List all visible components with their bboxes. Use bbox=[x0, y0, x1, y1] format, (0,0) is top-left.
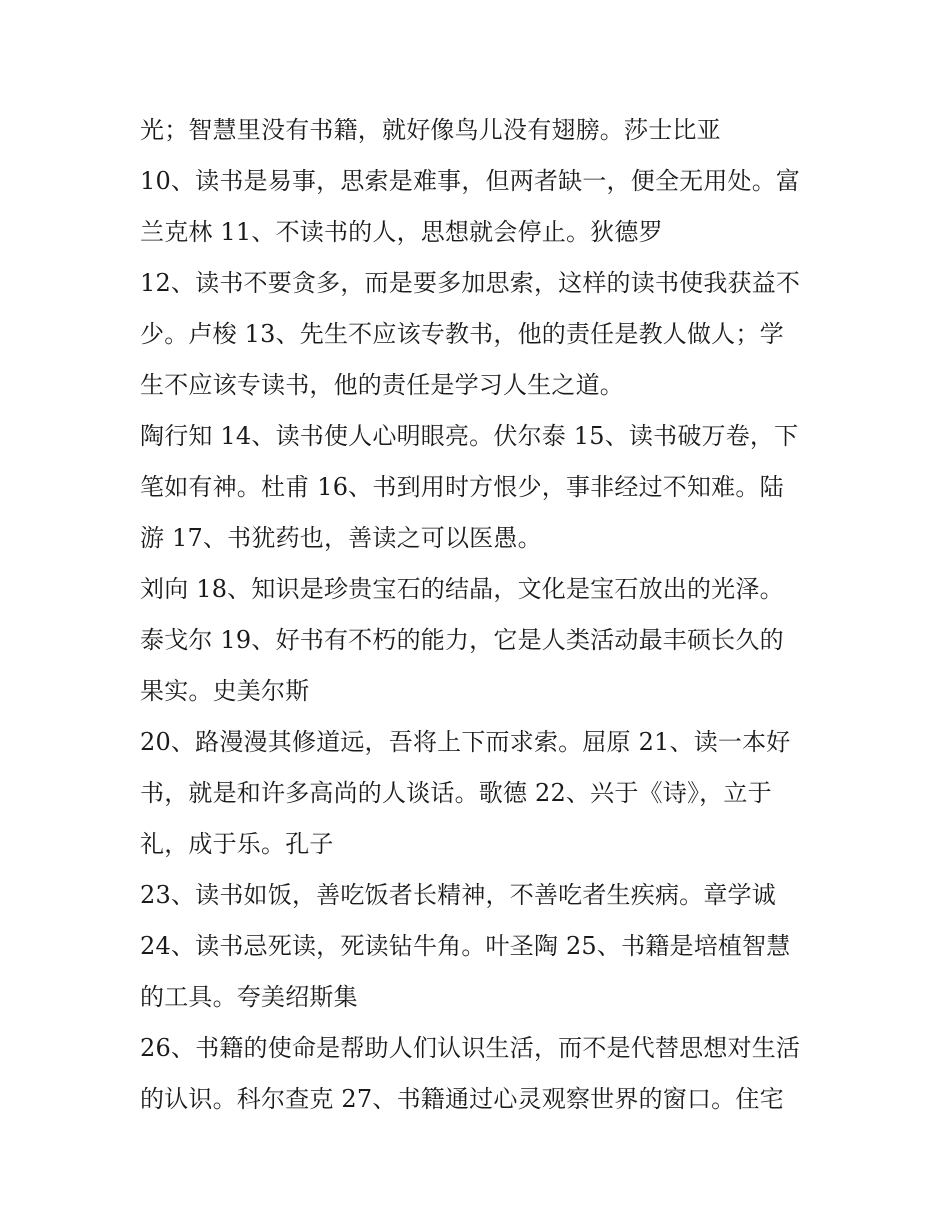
text-line: 果实。史美尔斯 bbox=[140, 677, 310, 705]
text-line: 礼，成于乐。孔子 bbox=[140, 830, 334, 858]
text-line: 书，就是和许多高尚的人谈话。歌德 22、兴于《诗》，立于 bbox=[140, 779, 772, 807]
text-line: 光；智慧里没有书籍，就好像鸟儿没有翅膀。莎士比亚 bbox=[140, 116, 721, 144]
quote-text-block bbox=[140, 105, 840, 1125]
text-line: 10、读书是易事，思索是难事，但两者缺一，便全无用处。富 bbox=[140, 167, 801, 195]
text-line: 生不应该专读书，他的责任是学习人生之道。 bbox=[140, 371, 624, 399]
text-line: 24、读书忌死读，死读钻牛角。叶圣陶 25、书籍是培植智慧 bbox=[140, 932, 791, 960]
text-line: 26、书籍的使命是帮助人们认识生活，而不是代替思想对生活 bbox=[140, 1034, 801, 1062]
text-line: 的认识。科尔查克 27、书籍通过心灵观察世界的窗口。住宅 bbox=[140, 1085, 784, 1113]
text-line: 兰克林 11、不读书的人，思想就会停止。狄德罗 bbox=[140, 218, 663, 246]
text-line: 游 17、书犹药也，善读之可以医愚。 bbox=[140, 524, 542, 552]
text-line: 陶行知 14、读书使人心明眼亮。伏尔泰 15、读书破万卷，下 bbox=[140, 422, 799, 450]
text-line: 笔如有神。杜甫 16、书到用时方恨少，事非经过不知难。陆 bbox=[140, 473, 784, 501]
text-line: 少。卢梭 13、先生不应该专教书，他的责任是教人做人；学 bbox=[140, 320, 784, 348]
text-line: 12、读书不要贪多，而是要多加思索，这样的读书使我获益不 bbox=[140, 269, 801, 297]
text-line: 刘向 18、知识是珍贵宝石的结晶，文化是宝石放出的光泽。 bbox=[140, 575, 784, 603]
text-line: 的工具。夸美绍斯集 bbox=[140, 983, 358, 1011]
text-line: 20、路漫漫其修道远，吾将上下而求索。屈原 21、读一本好 bbox=[140, 728, 791, 756]
text-line: 23、读书如饭，善吃饭者长精神，不善吃者生疾病。章学诚 bbox=[140, 881, 776, 909]
text-line: 泰戈尔 19、好书有不朽的能力，它是人类活动最丰硕长久的 bbox=[140, 626, 784, 654]
